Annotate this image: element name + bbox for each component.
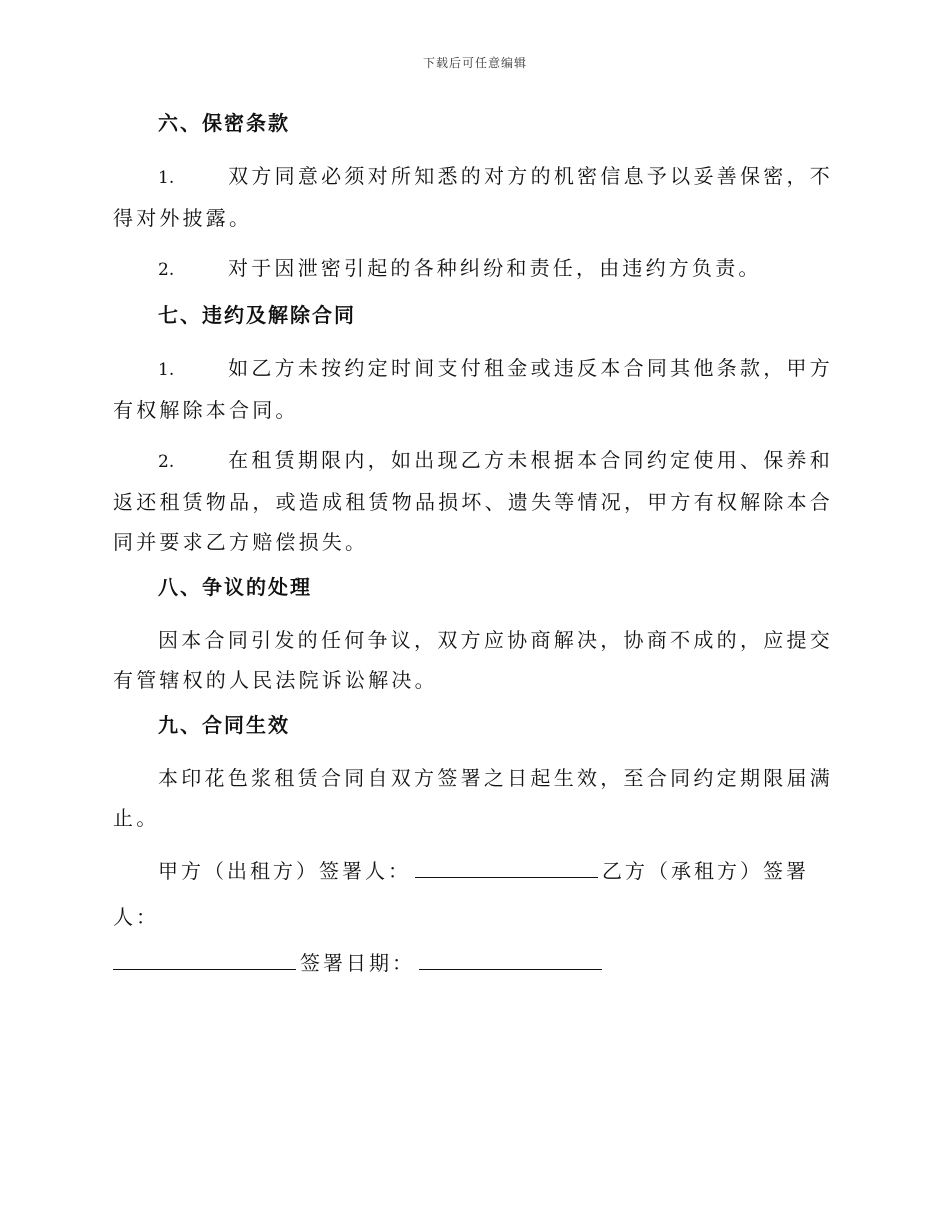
- date-label: 签署日期：: [300, 951, 415, 975]
- section-heading-effectiveness: 九、合同生效: [158, 713, 290, 737]
- party-a-signature-line[interactable]: [415, 855, 598, 878]
- clause-text: 双方同意必须对所知悉的对方的机密信息予以妥善保密，不得对外披露。: [113, 164, 833, 230]
- party-b-signature-line[interactable]: [113, 947, 296, 970]
- clause-text: 对于因泄密引起的各种纠纷和责任，由违约方负责。: [228, 256, 762, 280]
- clause-number: 1.: [158, 168, 175, 188]
- clause-number: 1.: [158, 360, 175, 380]
- clause-text: 如乙方未按约定时间支付租金或违反本合同其他条款，甲方有权解除本合同。: [113, 356, 833, 422]
- party-a-label: 甲方（出租方）签署人：: [158, 859, 411, 883]
- clause-6-2: [113, 248, 833, 290]
- clause-8-text: 因本合同引发的任何争议，双方应协商解决，协商不成的，应提交有管辖权的人民法院诉讼解决。: [113, 628, 833, 692]
- clause-number: 2.: [158, 452, 175, 472]
- section-heading-confidentiality: 六、保密条款: [158, 111, 290, 135]
- page-header: 下载后可任意编辑: [422, 56, 527, 70]
- section-heading-breach: 七、违约及解除合同: [158, 303, 356, 327]
- clause-6-1: [113, 156, 833, 238]
- clause-text: 在租赁期限内，如出现乙方未根据本合同约定使用、保养和返还租赁物品，或造成租赁物品损坏、遗失等情况，甲方有权解除本合同并要求乙方赔偿损失。: [113, 448, 833, 554]
- party-b-label: 乙方（承租方）签署人：: [113, 859, 809, 929]
- document-body: [113, 108, 833, 986]
- signature-block: [113, 848, 833, 940]
- clause-7-2: [113, 440, 833, 562]
- clause-number: 2.: [158, 260, 175, 280]
- date-signature-line[interactable]: [419, 947, 602, 970]
- signature-block-cont: [113, 940, 833, 986]
- clause-7-1: [113, 348, 833, 430]
- clause-9-text: 本印花色浆租赁合同自双方签署之日起生效，至合同约定期限届满止。: [113, 766, 833, 830]
- section-heading-disputes: 八、争议的处理: [158, 575, 312, 599]
